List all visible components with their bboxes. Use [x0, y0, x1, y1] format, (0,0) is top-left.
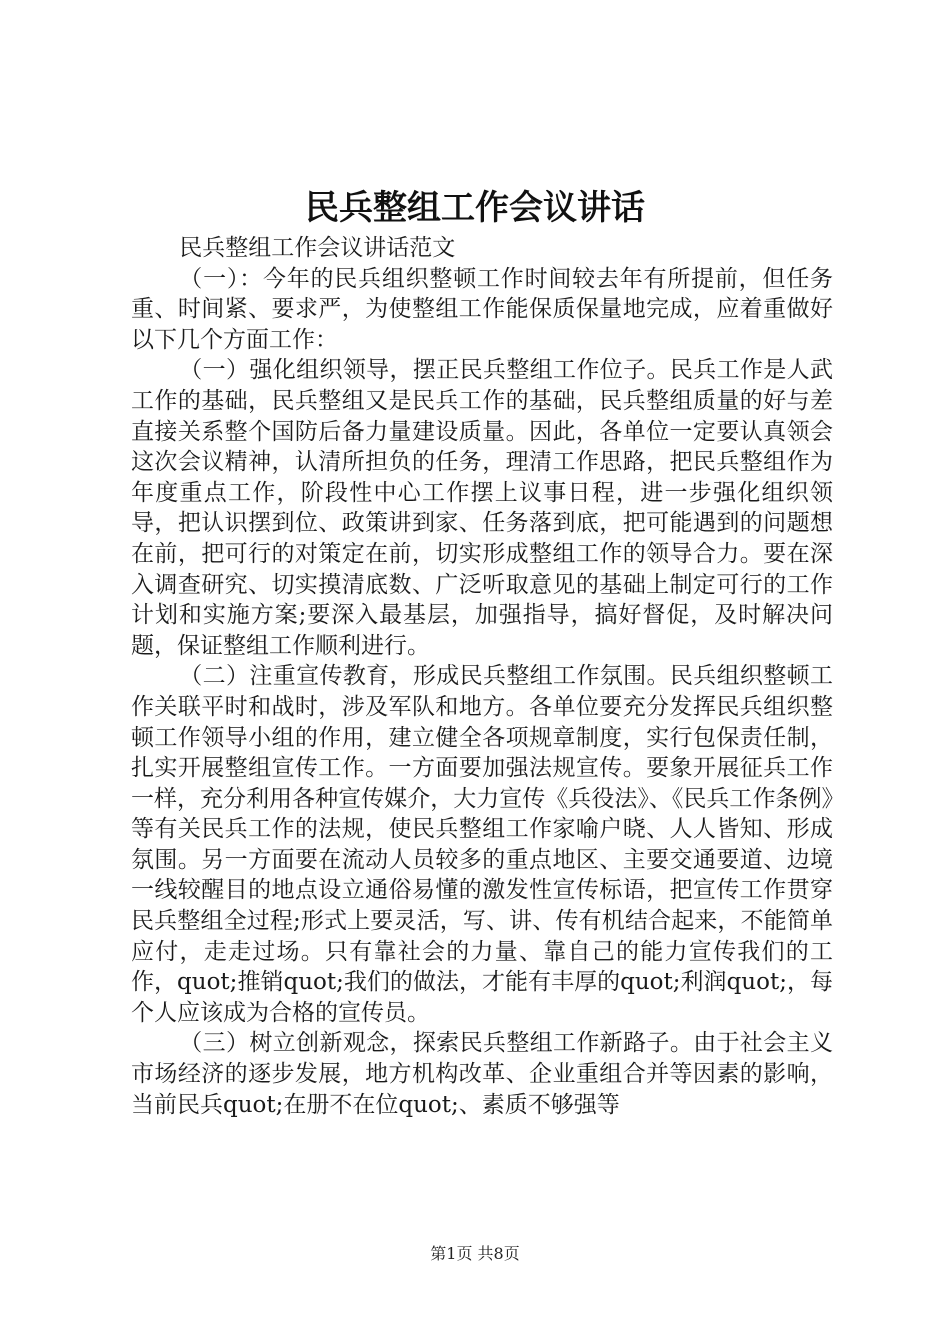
paragraph-subtitle: 民兵整组工作会议讲话范文 — [179, 235, 456, 261]
document-body — [131, 233, 833, 1120]
page-footer: 第1页 共8页 — [430, 1244, 520, 1263]
document-title: 民兵整组工作会议讲话 — [305, 188, 645, 228]
paragraph-intro: （一）：今年的民兵组织整顿工作时间较去年有所提前，但任务重、时间紧、要求严，为使整组工作能保质保量地完成，应着重做好以下几个方面工作： — [131, 265, 833, 353]
paragraph-section-1: （一）强化组织领导，摆正民兵整组工作位子。民兵工作是人武工作的基础，民兵整组又是民兵工作的基础，民兵整组质量的好与差直接关系整个国防后备力量建设质量。因此，各单位一定要认真领会这次会议精神，认清所担负的任务，理清工作思路，把民兵整组作为年度重点工作，阶段性中心工作摆上议事日程，进一步强化组织领导，把认识摆到位、政策讲到家、任务落到底，把可能遇到的问题想在前，把可行的对策定在前，切实形成整组工作的领导合力。要在深入调查研究、切实摸清底数、广泛听取意见的基础上制定可行的工作计划和实施方案;要深入最基层，加强指导，搞好督促，及时解决问题，保证整组工作顺利进行。 — [131, 357, 833, 659]
paragraph-section-3: （三）树立创新观念，探索民兵整组工作新路子。由于社会主义市场经济的逐步发展，地方机构改革、企业重组合并等因素的影响，当前民兵quot;在册不在位quot;、素质不够强等 — [131, 1030, 833, 1118]
paragraph-section-2: （二）注重宣传教育，形成民兵整组工作氛围。民兵组织整顿工作关联平时和战时，涉及军队和地方。各单位要充分发挥民兵组织整顿工作领导小组的作用，建立健全各项规章制度，实行包保责任制，扎实开展整组宣传工作。一方面要加强法规宣传。要象开展征兵工作一样，充分利用各种宣传媒介，大力宣传《兵役法》、《民兵工作条例》等有关民兵工作的法规，使民兵整组工作家喻户晓、人人皆知、形成氛围。另一方面要在流动人员较多的重点地区、主要交通要道、边境一线较醒目的地点设立通俗易懂的激发性宣传标语，把宣传工作贯穿民兵整组全过程;形式上要灵活，写、讲、传有机结合起来，不能简单应付，走走过场。只有靠社会的力量、靠自己的能力宣传我们的工作，quot;推销quot;我们的做法，才能有丰厚的quot;利润quot;，每个人应该成为合格的宣传员。 — [131, 663, 833, 1026]
